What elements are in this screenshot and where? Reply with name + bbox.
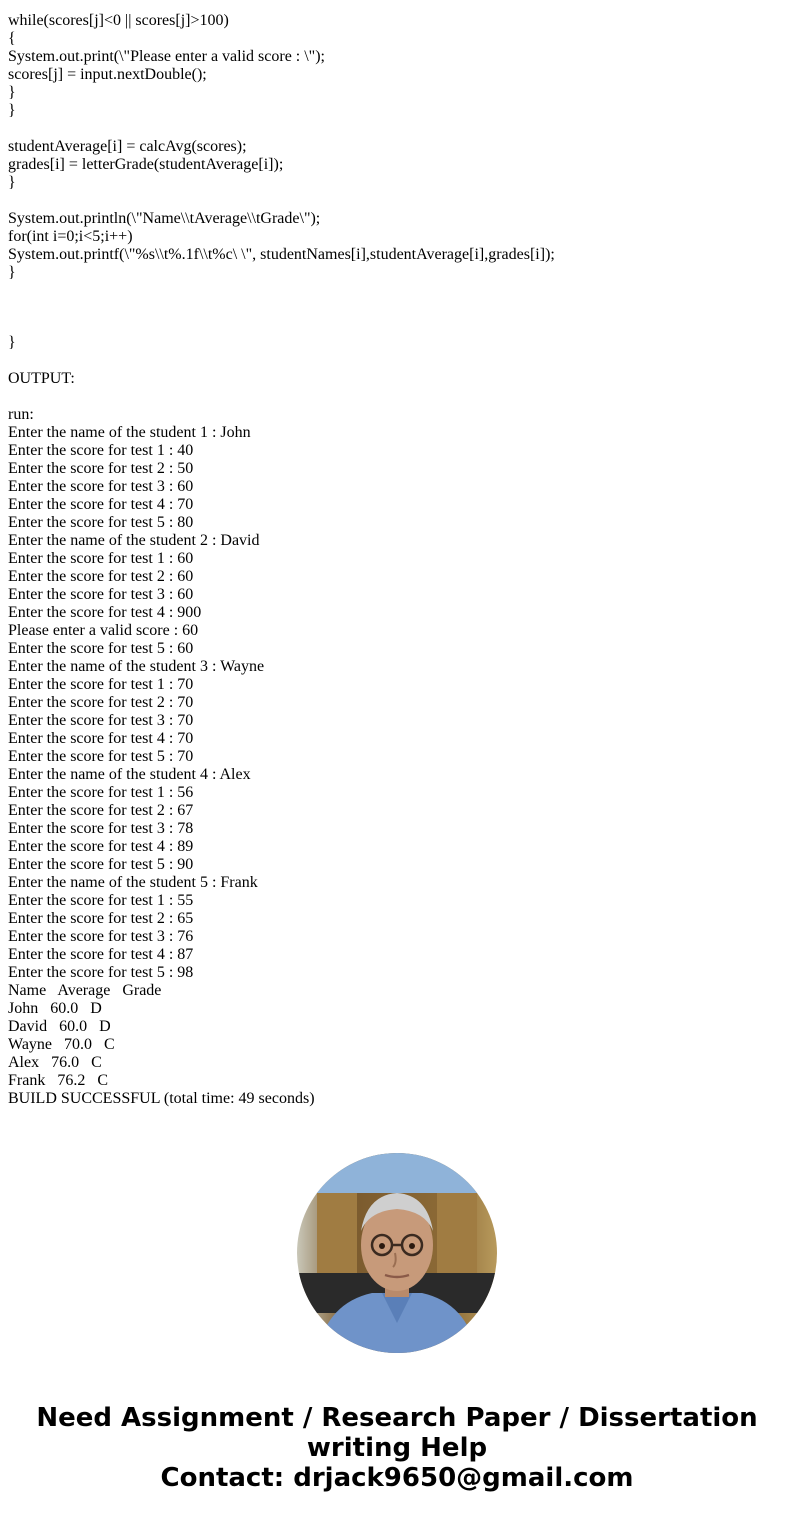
- code-line: System.out.println(\"Name\\tAverage\\tGrade\");: [8, 210, 321, 227]
- footer-ad: [0, 1403, 794, 1493]
- output-line: Enter the score for test 5 : 90: [8, 856, 194, 873]
- output-line: Enter the score for test 2 : 65: [8, 910, 194, 927]
- output-line: Enter the name of the student 5 : Frank: [8, 874, 258, 891]
- output-line: Enter the score for test 3 : 70: [8, 712, 194, 729]
- output-line: Enter the score for test 4 : 900: [8, 604, 202, 621]
- output-line: Enter the score for test 4 : 70: [8, 496, 194, 513]
- code-line: for(int i=0;i<5;i++): [8, 228, 133, 245]
- output-line: Frank 76.2 C: [8, 1072, 108, 1089]
- code-line: grades[i] = letterGrade(studentAverage[i]);: [8, 156, 284, 173]
- code-line: {: [8, 30, 16, 47]
- code-line: System.out.print(\"Please enter a valid score : \");: [8, 48, 325, 65]
- output-line: Enter the score for test 1 : 70: [8, 676, 194, 693]
- closing-brace: }: [8, 334, 16, 351]
- output-line: Enter the name of the student 1 : John: [8, 424, 251, 441]
- output-line: John 60.0 D: [8, 1000, 102, 1017]
- code-line: System.out.printf(\"%s\\t%.1f\\t%c\ \", studentNames[i],studentAverage[i],grades[i]);: [8, 246, 555, 263]
- output-line: Enter the score for test 3 : 76: [8, 928, 194, 945]
- code-line: [8, 120, 778, 138]
- output-line: Enter the score for test 4 : 70: [8, 730, 194, 747]
- output-line: David 60.0 D: [8, 1018, 111, 1035]
- output-line: Please enter a valid score : 60: [8, 622, 199, 639]
- output-line: Enter the score for test 1 : 40: [8, 442, 194, 459]
- output-line: Alex 76.0 C: [8, 1054, 102, 1071]
- code-line: }: [8, 84, 16, 101]
- output-line: Enter the score for test 3 : 60: [8, 478, 194, 495]
- output-line: Enter the score for test 3 : 78: [8, 820, 194, 837]
- output-line: Enter the score for test 4 : 87: [8, 946, 194, 963]
- code-line: }: [8, 264, 16, 281]
- code-line: studentAverage[i] = calcAvg(scores);: [8, 138, 247, 155]
- output-line: Enter the score for test 1 : 55: [8, 892, 194, 909]
- output-line: Enter the name of the student 4 : Alex: [8, 766, 251, 783]
- footer-contact: Contact: drjack9650@gmail.com: [160, 1463, 634, 1493]
- code-line: }: [8, 174, 16, 191]
- output-line: BUILD SUCCESSFUL (total time: 49 seconds): [8, 1090, 315, 1107]
- output-line: Enter the score for test 1 : 56: [8, 784, 194, 801]
- output-line: Enter the score for test 2 : 60: [8, 568, 194, 585]
- output-line: Enter the score for test 5 : 80: [8, 514, 194, 531]
- output-line: Enter the score for test 2 : 67: [8, 802, 194, 819]
- output-line: Enter the score for test 1 : 60: [8, 550, 194, 567]
- code-line: while(scores[j]<0 || scores[j]>100): [8, 12, 229, 29]
- code-line: scores[j] = input.nextDouble();: [8, 66, 207, 83]
- output-line: Enter the score for test 4 : 89: [8, 838, 194, 855]
- output-line: Enter the score for test 5 : 70: [8, 748, 194, 765]
- output-line: Enter the score for test 5 : 98: [8, 964, 194, 981]
- output-heading: OUTPUT:: [8, 370, 75, 387]
- code-line: [8, 192, 778, 210]
- output-line: run:: [8, 406, 34, 423]
- output-line: Enter the name of the student 3 : Wayne: [8, 658, 265, 675]
- code-line: }: [8, 102, 16, 119]
- output-line: Enter the score for test 2 : 50: [8, 460, 194, 477]
- footer-line-2: writing Help: [306, 1433, 488, 1463]
- output-line: Name Average Grade: [8, 982, 162, 999]
- output-line: Enter the score for test 5 : 60: [8, 640, 194, 657]
- output-line: Enter the name of the student 2 : David: [8, 532, 260, 549]
- program-output: [8, 406, 778, 1108]
- document-body: [8, 12, 778, 1108]
- author-avatar: [297, 1153, 497, 1353]
- output-line: Wayne 70.0 C: [8, 1036, 115, 1053]
- avatar-portrait: [297, 1153, 497, 1353]
- footer-line-1: Need Assignment / Research Paper / Dissertation: [36, 1403, 758, 1433]
- code-listing: [8, 12, 778, 282]
- output-line: Enter the score for test 2 : 70: [8, 694, 194, 711]
- output-line: Enter the score for test 3 : 60: [8, 586, 194, 603]
